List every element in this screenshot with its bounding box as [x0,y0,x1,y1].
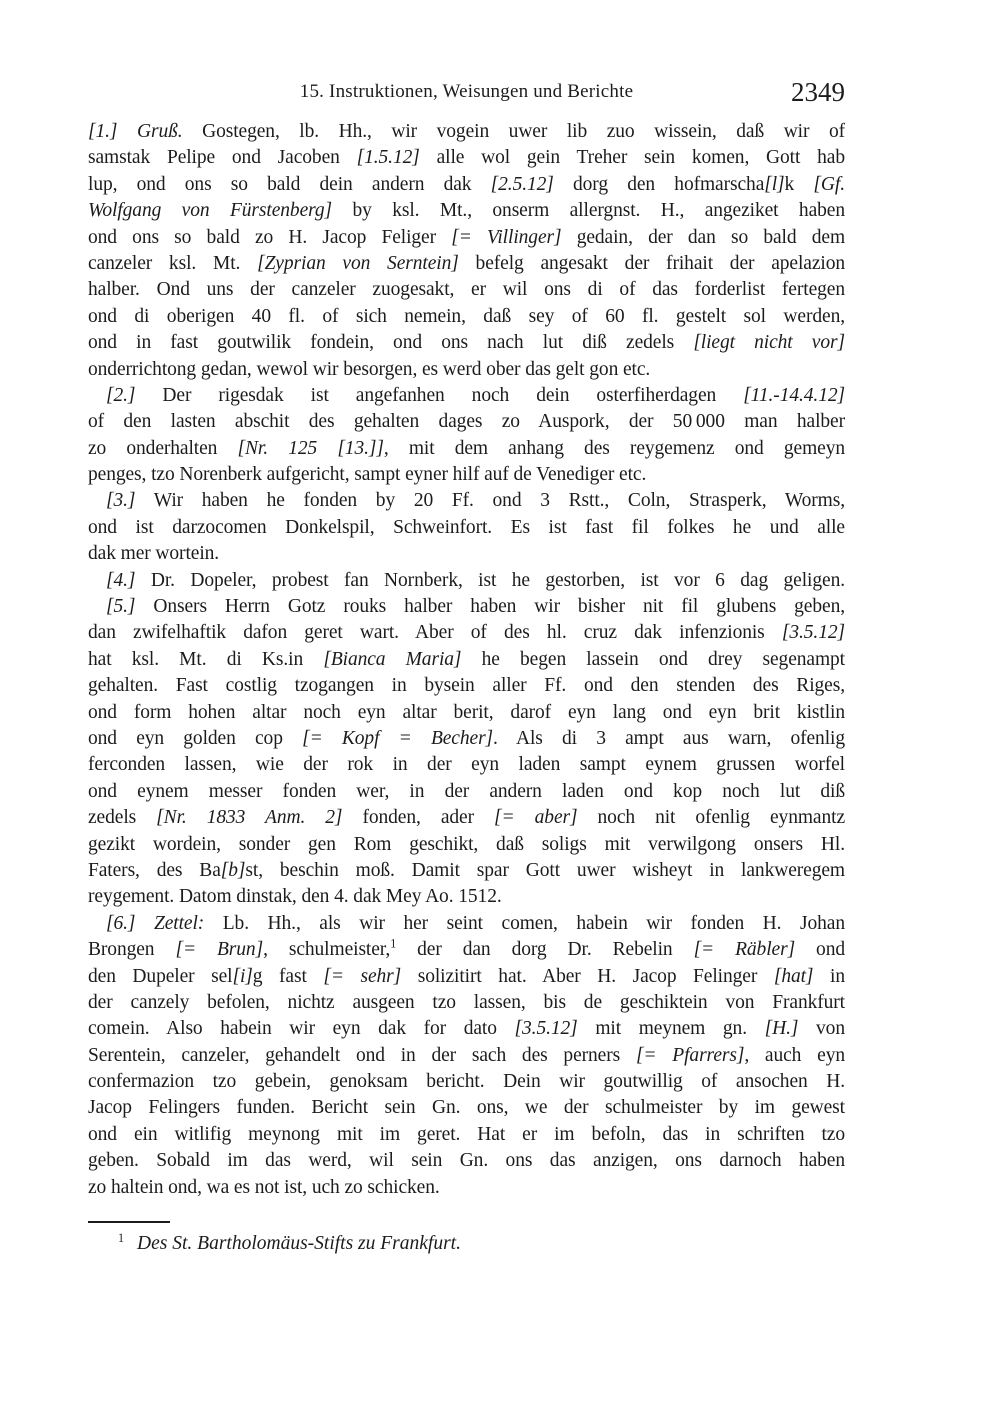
text-run: solizitirt hat. Aber H. Jacop Felinger [401,965,774,987]
editorial-insertion: [2.5.12] [490,173,554,195]
text-line [88,937,845,963]
text-run: of den lasten abschit des gehalten dages zo Auspork, der 50 000 man halber [88,411,845,433]
text-line [88,884,845,910]
text-run: befelg angesakt der frihait der apelazion [458,252,845,274]
text-line [88,1016,845,1042]
text-run: Brongen [88,939,176,961]
text-run: g fast [252,965,324,987]
text-run: ond di oberigen 40 fl. of sich nemein, daß sey of 60 fl. gestelt sol werden, [88,305,845,327]
text-line [88,779,845,805]
text-run: ond in fast goutwilik fondein, ond ons nach lut diß zedels [88,332,694,354]
editorial-insertion: [Gf. [813,173,845,195]
footnote [88,1231,845,1257]
editorial-insertion: [2.] [106,384,136,406]
text-run: penges, tzo Norenberk aufgericht, sampt eyner hilf auf de Venediger etc. [88,464,647,486]
text-run: Wir haben he fonden by 20 Ff. ond 3 Rstt., Coln, Strasperk, Worms, [135,490,845,512]
text-line [88,515,845,541]
text-line [88,357,845,383]
text-line [88,726,845,752]
text-line [88,119,845,145]
text-run: gehalten. Fast costlig tzogangen in bysein aller Ff. ond den stenden des Riges, [88,675,845,697]
editorial-insertion: [3.] [106,490,136,512]
text-run: , schulmeister, [263,939,391,961]
text-run: in [813,965,845,987]
editorial-insertion: Wolfgang von Fürstenberg] [88,200,333,222]
editorial-insertion: [11.-14.4.12] [743,384,845,406]
text-run: dorg den hofmarscha [553,173,765,195]
footnote-text: Des St. Bartholomäus-Stifts zu Frankfurt. [137,1233,461,1254]
editorial-insertion: [3.5.12] [781,622,845,644]
text-run: ond form hohen altar noch eyn altar berit, darof eyn lang ond eyn brit kistlin [88,701,845,723]
text-run: ond eyn golden cop [88,727,303,749]
text-line [88,409,845,435]
text-line [88,1095,845,1121]
text-run: comein. Also habein wir eyn dak for dato [88,1018,515,1040]
page-number: 2349 [791,77,845,107]
text-line [88,647,845,673]
text-line [88,832,845,858]
editorial-insertion: [= Villinger] [451,226,562,248]
text-run: Serentein, canzeler, gehandelt ond in der sach des perners [88,1044,636,1066]
editorial-insertion: [= Brun] [175,939,264,961]
footnote-marker: 1 [118,1230,125,1245]
text-block [88,119,845,1201]
text-line [88,700,845,726]
text-line [88,541,845,567]
editorial-insertion: [Bianca Maria] [323,648,462,670]
editorial-insertion: [i] [232,965,253,987]
text-line [88,304,845,330]
section-title: 15. Instruktionen, Weisungen und Berichte [299,81,634,102]
text-line [88,858,845,884]
footnote-rule [88,1221,170,1223]
editorial-insertion: [1.5.12] [356,147,420,169]
text-run: he begen lassein ond drey segenampt [461,648,845,670]
text-run: , auch eyn [744,1044,845,1066]
editorial-insertion: [b] [220,859,246,881]
text-run: ond [795,939,845,961]
text-run: dan zwifelhaftik dafon geret wart. Aber of des hl. cruz dak infenzionis [88,622,782,644]
text-run: gedain, der dan so bald dem [561,226,845,248]
text-run: Faters, des Ba [88,859,221,881]
editorial-insertion: [5.] [106,596,136,618]
text-line [88,594,845,620]
editorial-insertion: [H.] [764,1018,799,1040]
text-line [88,251,845,277]
text-line [88,436,845,462]
editorial-insertion: [= Pfarrers] [635,1044,745,1066]
text-run: fonden, ader [342,807,495,829]
text-line [88,383,845,409]
running-head [88,72,845,106]
text-run: zo haltein ond, wa es not ist, uch zo schicken. [88,1176,440,1198]
text-line [88,964,845,990]
text-run: canzeler ksl. Mt. [88,252,258,274]
footnote-reference: 1 [390,937,397,951]
text-run: onderrichtong gedan, wewol wir besorgen, es werd ober das gelt gon etc. [88,358,651,380]
text-run: der canzely befolen, nichtz ausgeen tzo lassen, bis de geschiktein von Frankfurt [88,991,845,1013]
text-line [88,277,845,303]
text-run: Onsers Herrn Gotz rouks halber haben wir bisher nit fil glubens geben, [135,596,845,618]
text-run: lup, ond ons so bald dein andern dak [88,173,491,195]
text-run: den Dupeler sel [88,965,233,987]
text-run: reygement. Datom dinstak, den 4. dak Mey Ao. 1512. [88,886,502,908]
text-line [88,172,845,198]
text-run: geben. Sobald im das werd, wil sein Gn. ons das anzigen, ons darnoch haben [88,1150,845,1172]
editorial-insertion: [= sehr] [323,965,402,987]
editorial-insertion: [= Kopf = Becher] [302,727,494,749]
text-line [88,1043,845,1069]
editorial-insertion: [= aber] [494,807,578,829]
text-run: samstak Pelipe ond Jacoben [88,147,357,169]
text-line [88,673,845,699]
text-run: noch nit ofenlig eynmantz [577,807,845,829]
editorial-insertion: [l] [764,173,785,195]
text-run: ond ons so bald zo H. Jacop Feliger [88,226,452,248]
editorial-insertion: [= Räbler] [693,939,796,961]
editorial-insertion: [6.] Zettel: [106,912,205,934]
editorial-insertion: [hat] [773,965,814,987]
editorial-insertion: [1.] Gruß. [88,121,183,142]
text-line [88,198,845,224]
text-run: Dr. Dopeler, probest fan Nornberk, ist he gestorben, ist vor 6 dag geligen. [135,569,845,591]
text-line [88,805,845,831]
text-line [88,488,845,514]
editorial-insertion: [Nr. 1833 Anm. 2] [156,807,343,829]
text-line [88,568,845,594]
editorial-insertion: [Nr. 125 [13.]] [237,437,384,459]
text-line [88,1122,845,1148]
text-run: zo onderhalten [88,437,238,459]
text-line [88,225,845,251]
text-run: , mit dem anhang des reygemenz ond gemeyn [383,437,845,459]
text-line [88,911,845,937]
text-line [88,1175,845,1201]
text-run: confermazion tzo gebein, genoksam bericht. Dein wir goutwillig of ansochen H. [88,1071,845,1093]
text-line [88,1069,845,1095]
text-run: Gostegen, lb. Hh., wir vogein uwer lib zuo wissein, daß wir of [182,121,845,142]
text-run: . Als di 3 ampt aus warn, ofenlig [493,727,845,749]
text-run: gezikt wordein, sonder gen Rom geschikt, daß soligs mit verwilgong onsers Hl. [88,833,845,855]
editorial-insertion: [liegt nicht vor] [693,332,845,354]
text-line [88,330,845,356]
text-line [88,990,845,1016]
text-run: by ksl. Mt., onserm allergnst. H., angeziket haben [332,200,845,222]
text-run: ond ist darzocomen Donkelspil, Schweinfort. Es ist fast fil folkes he und alle [88,516,845,538]
editorial-insertion: [Zyprian von Serntein] [257,252,459,274]
text-run: dak mer wortein. [88,543,220,565]
editorial-insertion: [4.] [106,569,136,591]
text-run: alle wol gein Treher sein komen, Gott hab [419,147,845,169]
text-run: Lb. Hh., als wir her seint comen, habein wir fonden H. Johan [204,912,845,934]
text-run: halber. Ond uns der canzeler zuogesakt, er wil ons di of das forderlist fertegen [88,279,845,301]
text-run: Jacop Felingers funden. Bericht sein Gn. ons, we der schulmeister by im gewest [88,1097,845,1119]
text-run: hat ksl. Mt. di Ks.in [88,648,324,670]
text-run: zedels [88,807,157,829]
text-run: mit meynem gn. [577,1018,765,1040]
text-line [88,462,845,488]
text-run: k [784,173,814,195]
text-line [88,620,845,646]
editorial-insertion: [3.5.12] [514,1018,578,1040]
text-run: von [798,1018,845,1040]
text-run: ond eynem messer fonden wer, in der andern laden ond kop noch lut diß [88,780,845,802]
text-run: ferconden lassen, wie der rok in der eyn laden sampt eynem grussen worfel [88,754,845,776]
text-line [88,1148,845,1174]
text-run: Der rigesdak ist angefanhen noch dein osterfiherdagen [135,384,744,406]
text-run: der dan dorg Dr. Rebelin [396,939,694,961]
text-run: st, beschin moß. Damit spar Gott uwer wisheyt in lankweregem [245,859,845,881]
text-line [88,145,845,171]
text-run: ond ein witlifig meynong mit im geret. Hat er im befoln, das in schriften tzo [88,1123,845,1145]
text-line [88,752,845,778]
